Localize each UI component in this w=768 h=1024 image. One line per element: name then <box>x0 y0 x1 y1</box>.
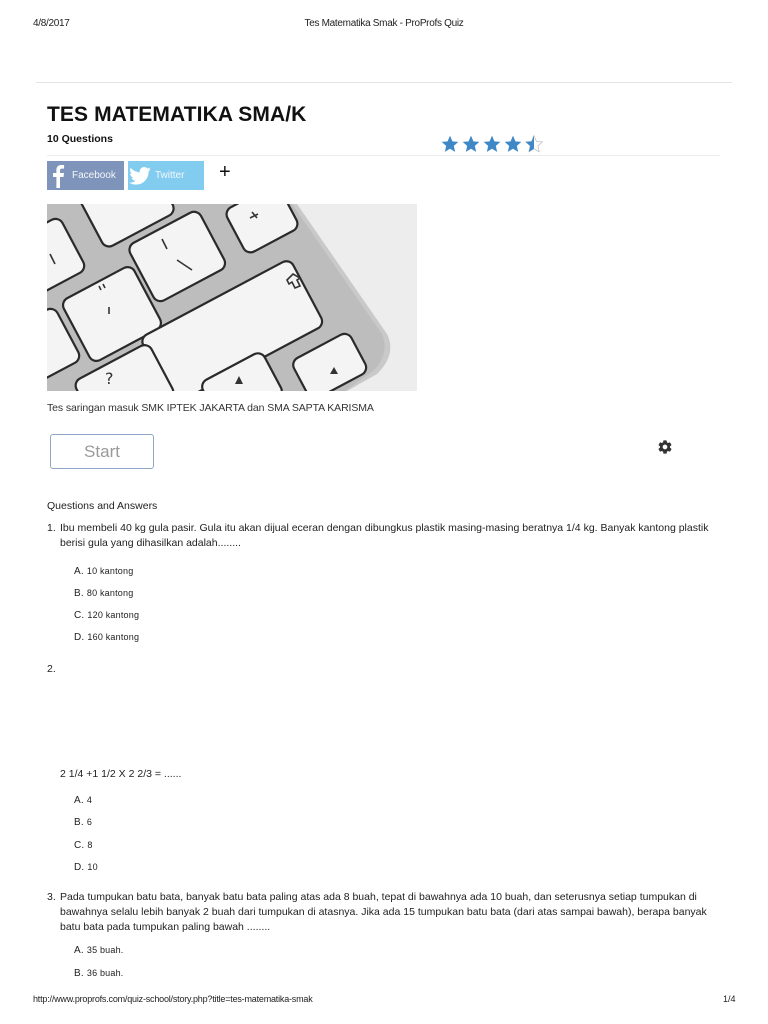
answer-option[interactable]: C. 8 <box>74 840 93 851</box>
answer-option[interactable]: B. 36 buah. <box>74 968 124 979</box>
half-star-icon <box>524 134 544 154</box>
answer-option[interactable]: B. 6 <box>74 817 93 828</box>
quiz-description: Tes saringan masuk SMK IPTEK JAKARTA dan SMA SAPTA KARISMA <box>47 402 374 414</box>
answer-option[interactable]: D. 160 kantong <box>74 632 140 643</box>
print-date: 4/8/2017 <box>33 18 70 29</box>
print-header <box>0 18 768 32</box>
twitter-label: Twitter <box>155 170 185 181</box>
start-quiz-button[interactable]: Start <box>50 434 154 469</box>
share-bar <box>47 161 231 190</box>
settings-gear-icon[interactable] <box>657 439 673 455</box>
question-text: Pada tumpukan batu bata, banyak batu bata paling atas ada 8 buah, tepat di bawahnya ada 10 buah, dan seterusnya setiap tumpukan di bawahnya selalu lebih banyak 2 buah dari tumpukan di atasnya. Jika ada 15 tumpukan batu bata (dari atas sampai bawah), berapa banyak batu bata pada tumpukan paling bawah ........ <box>60 891 707 933</box>
star-icon <box>440 134 460 154</box>
star-icon <box>503 134 523 154</box>
keyboard-photo-icon <box>47 204 417 391</box>
answer-option[interactable]: A. 4 <box>74 795 93 806</box>
answer-option[interactable]: A. 35 buah. <box>74 945 124 956</box>
question-number: 1. <box>47 522 56 534</box>
answer-option[interactable]: C. 120 kantong <box>74 610 140 621</box>
divider <box>47 155 720 156</box>
answer-option[interactable]: B. 80 kantong <box>74 588 134 599</box>
answer-option[interactable]: D. 10 <box>74 862 98 873</box>
answer-option[interactable]: A. 10 kantong <box>74 566 134 577</box>
qa-heading: Questions and Answers <box>47 500 158 512</box>
facebook-label: Facebook <box>72 170 116 181</box>
facebook-share-button[interactable] <box>47 161 124 190</box>
question-1 <box>47 521 727 551</box>
page-url: http://www.proprofs.com/quiz-school/story.php?title=tes-matematika-smak <box>33 994 313 1004</box>
star-rating[interactable] <box>440 134 544 154</box>
star-icon <box>461 134 481 154</box>
question-text: Ibu membeli 40 kg gula pasir. Gula itu akan dijual eceran dengan dibungkus plastik masing-masing beratnya 1/4 kg. Banyak kantong plastik berisi gula yang dihasilkan adalah........ <box>60 522 709 549</box>
print-page-title: Tes Matematika Smak - ProProfs Quiz <box>304 18 464 29</box>
question-3 <box>47 890 727 935</box>
twitter-icon <box>128 161 152 190</box>
question-text: 2 1/4 +1 1/2 X 2 2/3 = ...... <box>60 768 182 780</box>
divider <box>36 82 732 83</box>
question-number: 3. <box>47 891 56 903</box>
question-count: 10 Questions <box>47 133 113 145</box>
more-share-button[interactable]: + <box>219 160 231 183</box>
page-number: 1/4 <box>723 994 736 1004</box>
svg-text:?: ? <box>105 369 114 388</box>
hero-image <box>47 204 417 391</box>
facebook-icon <box>47 161 69 190</box>
quiz-title: TES MATEMATIKA SMA/K <box>47 103 307 126</box>
question-number: 2. <box>47 663 56 675</box>
twitter-share-button[interactable] <box>128 161 204 190</box>
star-icon <box>482 134 502 154</box>
